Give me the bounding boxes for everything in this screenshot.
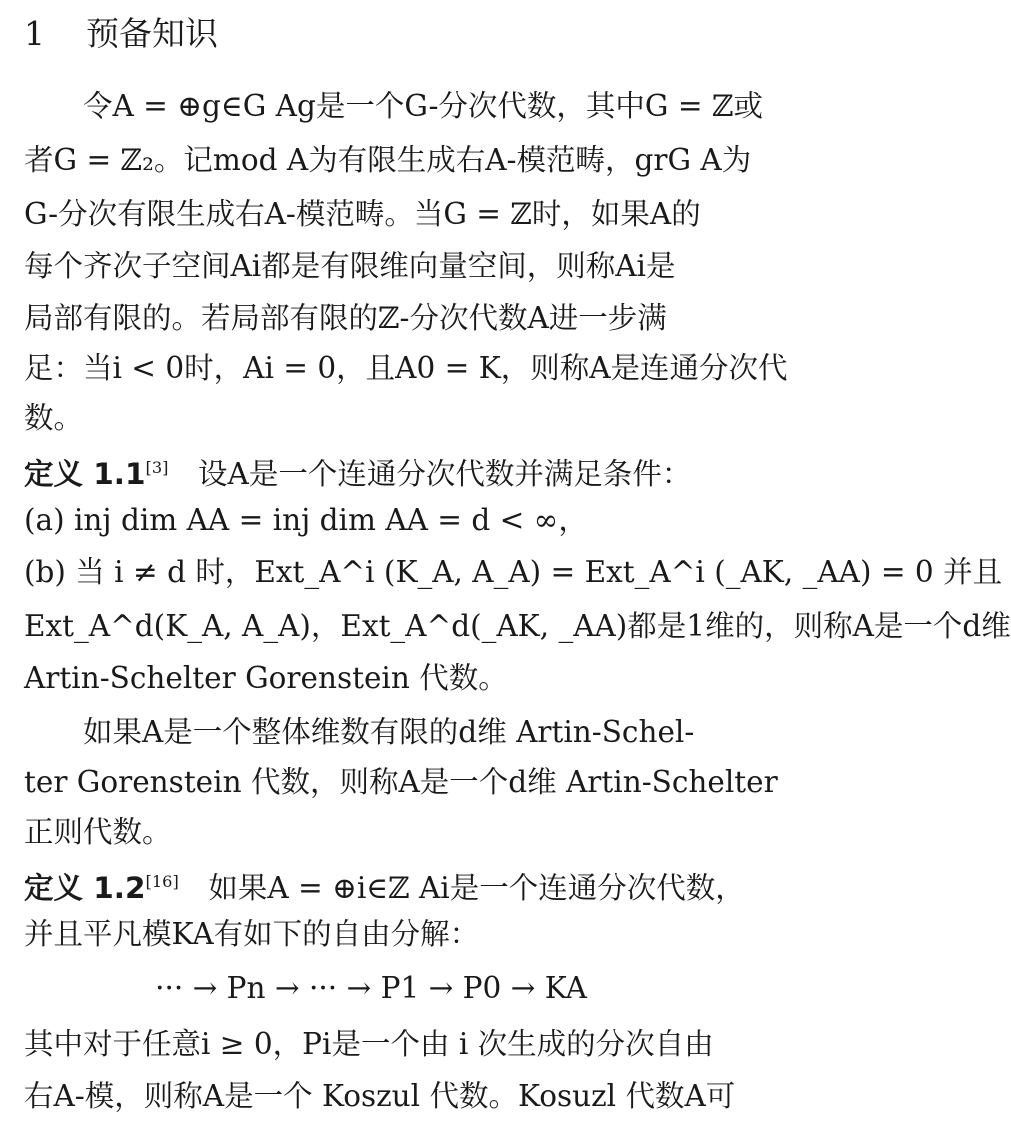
paragraph-line-4: 每个齐次子空间Ai都是有限维向量空间，则称Ai是 [24,249,676,283]
definition-text: 设A是一个连通分次代数并满足条件： [168,456,692,491]
condition-b-line-2: Ext_A^d(K_A, A_A)，Ext_A^d(_AK, _AA)都是1维的，则称A是一个d维 [24,609,1011,643]
section-heading [24,8,718,60]
section-title: 预备知识 [86,14,218,53]
section-number: 1 [24,14,45,53]
citation: [3] [145,458,169,477]
paragraph-line-2: 者G = ℤ₂。记mod A为有限生成右A-模范畴，grG A为 [24,143,752,177]
definition-label: 定义 1.1 [24,456,146,491]
condition-b-line-3: Artin-Schelter Gorenstein 代数。 [24,661,508,695]
paragraph-line-3: G-分次有限生成右A-模范畴。当G = ℤ时，如果A的 [24,197,701,231]
definition-1-2-line-4: 右A-模，则称A是一个 Koszul 代数。Kosuzl 代数A可 [24,1079,736,1113]
condition-a: (a) inj dim AA = inj dim AA = d < ∞， [24,503,588,537]
condition-b-line-1: (b) 当 i ≠ d 时，Ext_A^i (K_A, A_A) = Ext_A^i (_AK, _AA) = 0 并且 [24,555,1003,589]
definition-1-2-line-2: 并且平凡模KA有如下的自由分解： [24,917,480,951]
paragraph-line-7: 数。 [24,401,84,435]
paragraph-line-6: 足：当i < 0时，Ai = 0，且A0 = K，则称A是连通分次代 [24,351,788,385]
citation: [16] [145,872,179,891]
resolution-equation: ··· → Pn → ··· → P1 → P0 → KA [155,971,587,1005]
definition-text: 如果A = ⊕i∈ℤ Ai是一个连通分次代数， [178,870,745,905]
paragraph2-line-3: 正则代数。 [24,815,172,849]
definition-1-2-line-3: 其中对于任意i ≥ 0，Pi是一个由 i 次生成的分次自由 [24,1027,714,1061]
definition-1-2 [24,856,745,914]
definition-1-1 [24,442,718,500]
definition-label: 定义 1.2 [24,870,146,905]
paragraph2-line-2: ter Gorenstein 代数，则称A是一个d维 Artin-Schelter [24,765,778,799]
paragraph2-line-1: 如果A是一个整体维数有限的d维 Artin-Schel- [24,715,695,749]
paragraph-line-1: 令A = ⊕g∈G Ag是一个G-分次代数，其中G = ℤ或 [24,89,763,123]
paragraph-line-5: 局部有限的。若局部有限的ℤ-分次代数A进一步满 [24,301,667,335]
